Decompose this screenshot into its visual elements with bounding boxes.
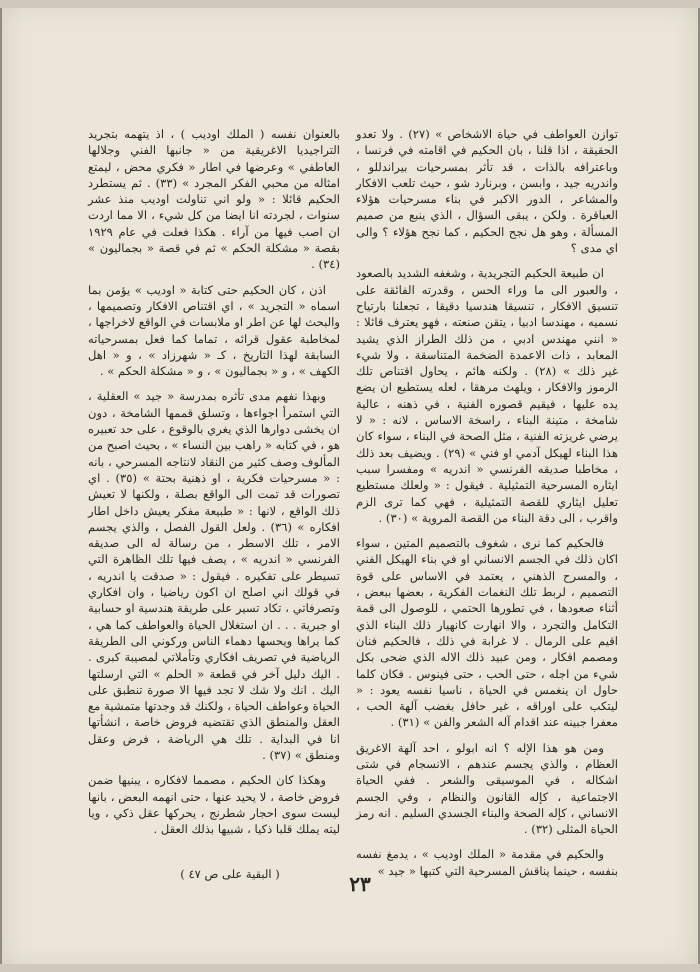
paragraph: فالحكيم كما نرى ، شغوف بالتصميم المتين ، سواء اكان ذلك في الجسم الانساني او في بناء الهيكل الفني ، والمسرح الذهني ، يعتمد في الاساس على قوة التصميم ، لربط تلك النغمات الفكرية ، بعضها ببعض ، أثناء صعودها ، في تطورها الحتمي ، للوصول الى قمة التكامل والتجرد ، والا انهارت كانهيار ذلك البناء الذي اقيم على الرمال . لا غرابة في ذلك ، فالحكيم فنان ومصمم افكار ، ومن عبيد ذلك الاله الذي ضحى بكل شيء من اجله ، حتى الحب ، حتى فينوس . فكان كلما حاول ان ينغمس في الحياة ، ناسيا نفسه يعود : « ليتكب على اوراقه ، غير حافل بغضب آلهة الحب ، معفرا جبينه عند اقدام آله الشعر والفن » (٣١) . (356, 536, 618, 730)
scan-top-edge (0, 0, 700, 8)
paragraph: اذن ، كان الحكيم حتى كتابة « اوديب » يؤمن بما اسماه « التجريد » ، اي اقتناص الافكار وتصميمها ، والبحث لها عن اطر او ملابسات في الواقع لاخراجها ، لمخاطبة عقول قرائه ، تماما كما فعل بمسرحياته السابقة لهذا التاريخ ، كـ « شهرزاد » ، و « اهل الكهف » ، و « بجماليون » ، و « مشكلة الحكم » . (88, 282, 340, 379)
scan-bottom-edge (0, 964, 700, 972)
page-number: ٢٣ (349, 872, 371, 896)
left-column (88, 126, 340, 846)
paragraph: ومن هو هذا الإله ؟ انه ابولو ، احد آلهة الاغريق العظام ، والذي يجسم عندهم ، الانسجام في شتى اشكاله ، في الموسيقى والشعر . ففي الحياة الاجتماعية ، كإله القانون والنظام ، وفي الجسم الانساني ، كإله الصحة والبناء الجسدي السليم . انه رمز الحياة المثلى (٣٢) . (356, 740, 618, 837)
paragraph: بالعنوان نفسه ( الملك اوديب ) ، اذ يتهمه بتجريد التراجيديا الاغريقية من « جانبها الفني وجلالها العاطفي » وعرضها في اطار « فكري محض ، ليمتع امثاله من محبي الفكر المجرد » (٣٣) . ثم يستطرد الحكيم قائلا : « ولو اني تناولت اوديب منذ عشر سنوات ، لجردته انا ايضا من كل شيء ، الا مما اردت ان اصب فيها من آراء . هكذا فعلت في عام ١٩٢٩ بقصة « مشكلة الحكم » ثم في قصة « بجماليون » (٣٤) . (88, 127, 340, 272)
continued-note: ( البقية على ص ٤٧ ) (180, 867, 280, 881)
paragraph: وهكذا كان الحكيم ، مصمما لافكاره ، يبنيها ضمن فروض خاصة ، لا يحيد عنها ، حتى انهمه البعض ، بانها ليست سوى احجار شطرنج ، يحركها عقل ذكي ، ويا ليته يملك قلبا ذكيا ، شبيها بذلك العقل . (88, 773, 340, 837)
paragraph: وبهذا نفهم مدى تأثره بمدرسة « جيد » العقلية ، التي استمرأ اجواءها ، وتسلق قممها الشامخة ، دون ان يخشى دوارها الذي يغري بالوقوع ، على حد تعبيره هو ، في كتابه « راهب بين النساء » ، بحيث اصبح من المألوف وصف كثير من النقاد لانتاجه المسرحي ، بانه : « مسرحيات فكرية ، او ذهنية بحتة » (٣٥) . اي تصورات قد تمت الى الواقع بصلة ، ولكنها لا تعيش ذلك الواقع ، لانها : « طبيعة مفكر يعيش داخل اطار افكاره » (٣٦) . ولعل القول الفصل ، والذي يجسم الامر ، تلك الاسطر ، من رسالة له الى صديقه الفرنسي « اندريه » ، يصف فيها تلك الظاهرة التي تسيطر على تفكيره . فيقول : « صدقت يا اندريه ، في قولك اني اصلح ان اكون رياضيا ، وان افكاري وتصرفاتي ، تكاد تسير على طريقة هندسية او حسابية او جبرية . . . ان استغلال الحياة والعواطف كما هي ، كما يراها ويحسها دهماء الناس وركوني الى الطريقة الرياضية في تصريف افكاري وتأملاتي لمصيبة كبرى . . اليك دليل آخر في قطعة « الحلم » التي ارسلتها اليك . انك ولا شك لا تجد فيها الا صورة تنطبق على الحياة وعواطف الحياة ، ولكنك قد وجدتها متمشية مع العقل والمنطق الذي تقتضيه فروض خاصة ، انشأتها انا في البداية . تلك هي الرياضة ، فرض وعقل ومنطق » (٣٧) . (88, 389, 341, 762)
right-column (356, 126, 618, 888)
paragraph: والحكيم في مقدمة « الملك اوديب » ، يدمغ نفسه بنفسه ، حينما يناقش المسرحية التي كتبها « جيد » (356, 847, 618, 878)
paragraph: ان طبيعة الحكيم التجريدية ، وشغفه الشديد بالصعود ، والعبور الى ما وراء الحس ، وقدرته الفائقة على تنسيق الافكار ، تنسيقا هندسيا دقيقا ، تجعلنا بارتياح نسميه ، مهندسا ادبيا ، يتقن صنعته ، فهو يعترف قائلا : « انني مهندس ادبي ، من ذلك الطراز الذي يشيد المعابد ، ذات الاعمدة الضخمة المتناسقة ، ولا شيء غير ذلك » (٢٨) . ولكنه هائم ، يحاول اقتناص تلك الرموز والافكار ، ويلهث مرهقا ، لعله يستطيع ان يضع يده عليها ، فيقيم قصوره الفنية ، في ذهنه ، عالية شامخة ، متينة البناء ، راسخة الاساس ، لانه : « لا يرضي غريزته الفنية ، مثل الصحة في البناء ، سواء كان هذا البناء لهيكل آدمي او فني » (٢٩) . ويضيف بعد ذلك ، مخاطبا صديقه الفرنسي « اندريه » ومفسرا سبب ايثاره المسرحية التمثيلية . فيقول : « ولعلك مستطيع تعليل ايثاري للقصة التمثيلية ، فهي كما ترى الزم واقرب ، الى دقة البناء من القصة المروية » (٣٠) . (356, 266, 618, 525)
paragraph: توازن العواطف في حياة الاشخاص » (٢٧) . ولا تعدو الحقيقة ، اذا قلنا ، بان الحكيم في اقامته في فرنسا ، وباعترافه بالذات ، قد تأثر بمسرحيات بيراندللو ، واندريه جيد ، وابسن ، وبرنارد شو ، حيث تلعب الافكار والمشاعر ، الدور الاكبر في بناء مسرحيات هؤلاء العباقرة . ولكن ، يبقى السؤال ، الذي ينبع من صميم المسألة ، وهو هل نجح الحكيم ، كما نجح هؤلاء ؟ والى اي مدى ؟ (356, 127, 619, 256)
